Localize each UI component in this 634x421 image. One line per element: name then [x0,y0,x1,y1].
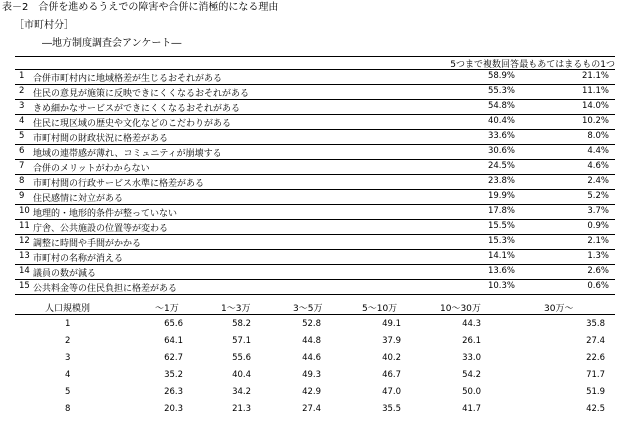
category-label: ［市町村分］ [14,20,74,31]
row-number: 2 [19,86,25,96]
table-row [15,384,615,401]
reason-label: 住民に現区域の歴史や文化などのこだわりがある [33,119,232,129]
row-number: 6 [19,146,25,156]
cell-value: 34.2 [232,387,251,397]
cell-value: 65.6 [164,319,183,329]
cell-value: 27.4 [586,336,605,346]
cell-value: 40.2 [382,353,401,363]
row-number: 10 [19,206,30,216]
cell-value: 64.1 [164,336,183,346]
cell-value: 50.0 [462,387,481,397]
multi-value: 10.3% [487,281,515,291]
cell-value: 54.2 [462,370,481,380]
reason-label: 庁舎、公共施設の位置等が変わる [33,224,169,234]
cell-value: 55.6 [232,353,251,363]
column-header: 1～3万 [221,304,251,314]
reason-label: 議員の数が減る [33,269,97,279]
column-header: 10～30万 [440,304,481,314]
column-header: ～1万 [155,304,179,314]
cell-value: 26.1 [462,336,481,346]
row-number: 11 [19,221,30,231]
cell-value: 42.5 [586,404,605,414]
row-number: 8 [19,176,25,186]
cell-value: 58.2 [232,319,251,329]
reasons-header-row [15,56,615,69]
multi-value: 55.3% [487,86,515,96]
reason-label: 調整に時間や手間がかかる [33,239,142,249]
multi-value: 54.8% [487,101,515,111]
multi-value: 24.5% [487,161,515,171]
table-row [15,220,615,233]
table-row [15,316,615,333]
row-number: 3 [65,353,71,363]
single-value: 0.6% [587,281,609,291]
reason-label: 合併市町村内に地域格差が生じるおそれがある [33,74,223,84]
multi-value: 14.1% [487,251,515,261]
single-value: 2.4% [587,176,609,186]
cell-value: 47.0 [382,387,401,397]
table-row [15,280,615,293]
cell-value: 41.7 [462,404,481,414]
single-value: 10.2% [581,116,609,126]
cell-value: 46.7 [382,370,401,380]
row-number: 13 [19,251,30,261]
cell-value: 40.4 [232,370,251,380]
table-row [15,350,615,367]
column-header: 3～5万 [293,304,323,314]
reason-label: 住民感情に対立がある [33,194,124,204]
population-header: 人口規模別 [45,304,91,314]
cell-value: 35.8 [586,319,605,329]
single-value: 8.0% [587,131,609,141]
multi-value: 13.6% [487,266,515,276]
table-row [15,250,615,263]
multi-value: 23.8% [487,176,515,186]
row-number: 12 [19,236,30,246]
cell-value: 21.3 [232,404,251,414]
cell-value: 33.0 [462,353,481,363]
single-value: 1.3% [587,251,609,261]
reason-label: 住民の意見が施策に反映できにくくなるおそれがある [33,89,250,99]
table-row [15,145,615,158]
single-value: 5.2% [587,191,609,201]
survey-subtitle: ―地方制度調査会アンケート― [42,38,182,49]
row-number: 14 [19,266,30,276]
reason-label: 市町村の名称が消える [33,254,124,264]
cell-value: 35.2 [164,370,183,380]
cell-value: 42.9 [302,387,321,397]
cell-value: 37.9 [382,336,401,346]
cell-value: 22.6 [586,353,605,363]
cell-value: 52.8 [302,319,321,329]
cell-value: 44.3 [462,319,481,329]
row-number: 9 [19,191,25,201]
table-row [15,265,615,278]
table-row [15,235,615,248]
table-row [15,175,615,188]
reason-label: 地域の連帯感が薄れ、コミュニティが崩壊する [33,149,222,159]
row-number: 5 [19,131,25,141]
table-row [15,367,615,384]
multi-value: 58.9% [487,71,515,81]
cell-value: 49.1 [382,319,401,329]
table-row [15,130,615,143]
table-row [15,115,615,128]
column-header: 5～10万 [362,304,398,314]
reason-label: 地理的・地形的条件が整っていない [33,209,178,219]
cell-value: 20.3 [164,404,183,414]
cell-value: 35.5 [382,404,401,414]
multi-value: 30.6% [487,146,515,156]
single-value: 2.6% [587,266,609,276]
row-number: 8 [65,404,71,414]
row-number: 1 [19,71,25,81]
table-row [15,205,615,218]
row-number: 2 [65,336,71,346]
row-number: 4 [65,370,71,380]
single-value: 21.1% [581,71,609,81]
row-number: 7 [19,161,25,171]
multi-value: 15.5% [487,221,515,231]
table-row [15,401,615,418]
multi-value: 17.8% [487,206,515,216]
reason-label: 市町村間の財政状況に格差がある [33,134,169,144]
reason-label: 公共料金等の住民負担に格差がある [33,284,178,294]
table-row [15,100,615,113]
column-header: 30万～ [544,304,574,314]
reason-label: 市町村間の行政サービス水準に格差がある [33,179,205,189]
row-number: 3 [19,101,25,111]
cell-value: 26.3 [164,387,183,397]
cell-value: 71.7 [586,370,605,380]
cell-value: 27.4 [302,404,321,414]
table-row [15,160,615,173]
table-row [15,333,615,350]
cell-value: 57.1 [232,336,251,346]
single-value: 11.1% [581,86,609,96]
cell-value: 62.7 [164,353,183,363]
multi-value: 19.9% [487,191,515,201]
table-row [15,70,615,83]
cell-value: 44.6 [302,353,321,363]
table-title: 表－2 合併を進めるうえでの障害や合併に消極的になる理由 [2,2,279,13]
single-value: 14.0% [581,101,609,111]
row-number: 15 [19,281,30,291]
cell-value: 44.8 [302,336,321,346]
row-number: 4 [19,116,25,126]
single-value: 0.9% [587,221,609,231]
single-answer-header: 最もあてはまるもの1つ [519,60,615,70]
single-value: 4.4% [587,146,609,156]
table-row [15,190,615,203]
multi-value: 40.4% [487,116,515,126]
cell-value: 51.9 [586,387,605,397]
reason-label: きめ細かなサービスができにくくなるおそれがある [33,104,241,114]
row-number: 1 [65,319,71,329]
row-number: 5 [65,387,71,397]
reason-label: 合併のメリットがわからない [33,164,150,174]
multi-answer-header: 5つまで複数回答 [450,60,519,70]
cell-value: 49.3 [302,370,321,380]
multi-value: 33.6% [487,131,515,141]
table-row [15,85,615,98]
multi-value: 15.3% [487,236,515,246]
single-value: 2.1% [587,236,609,246]
single-value: 3.7% [587,206,609,216]
single-value: 4.6% [587,161,609,171]
